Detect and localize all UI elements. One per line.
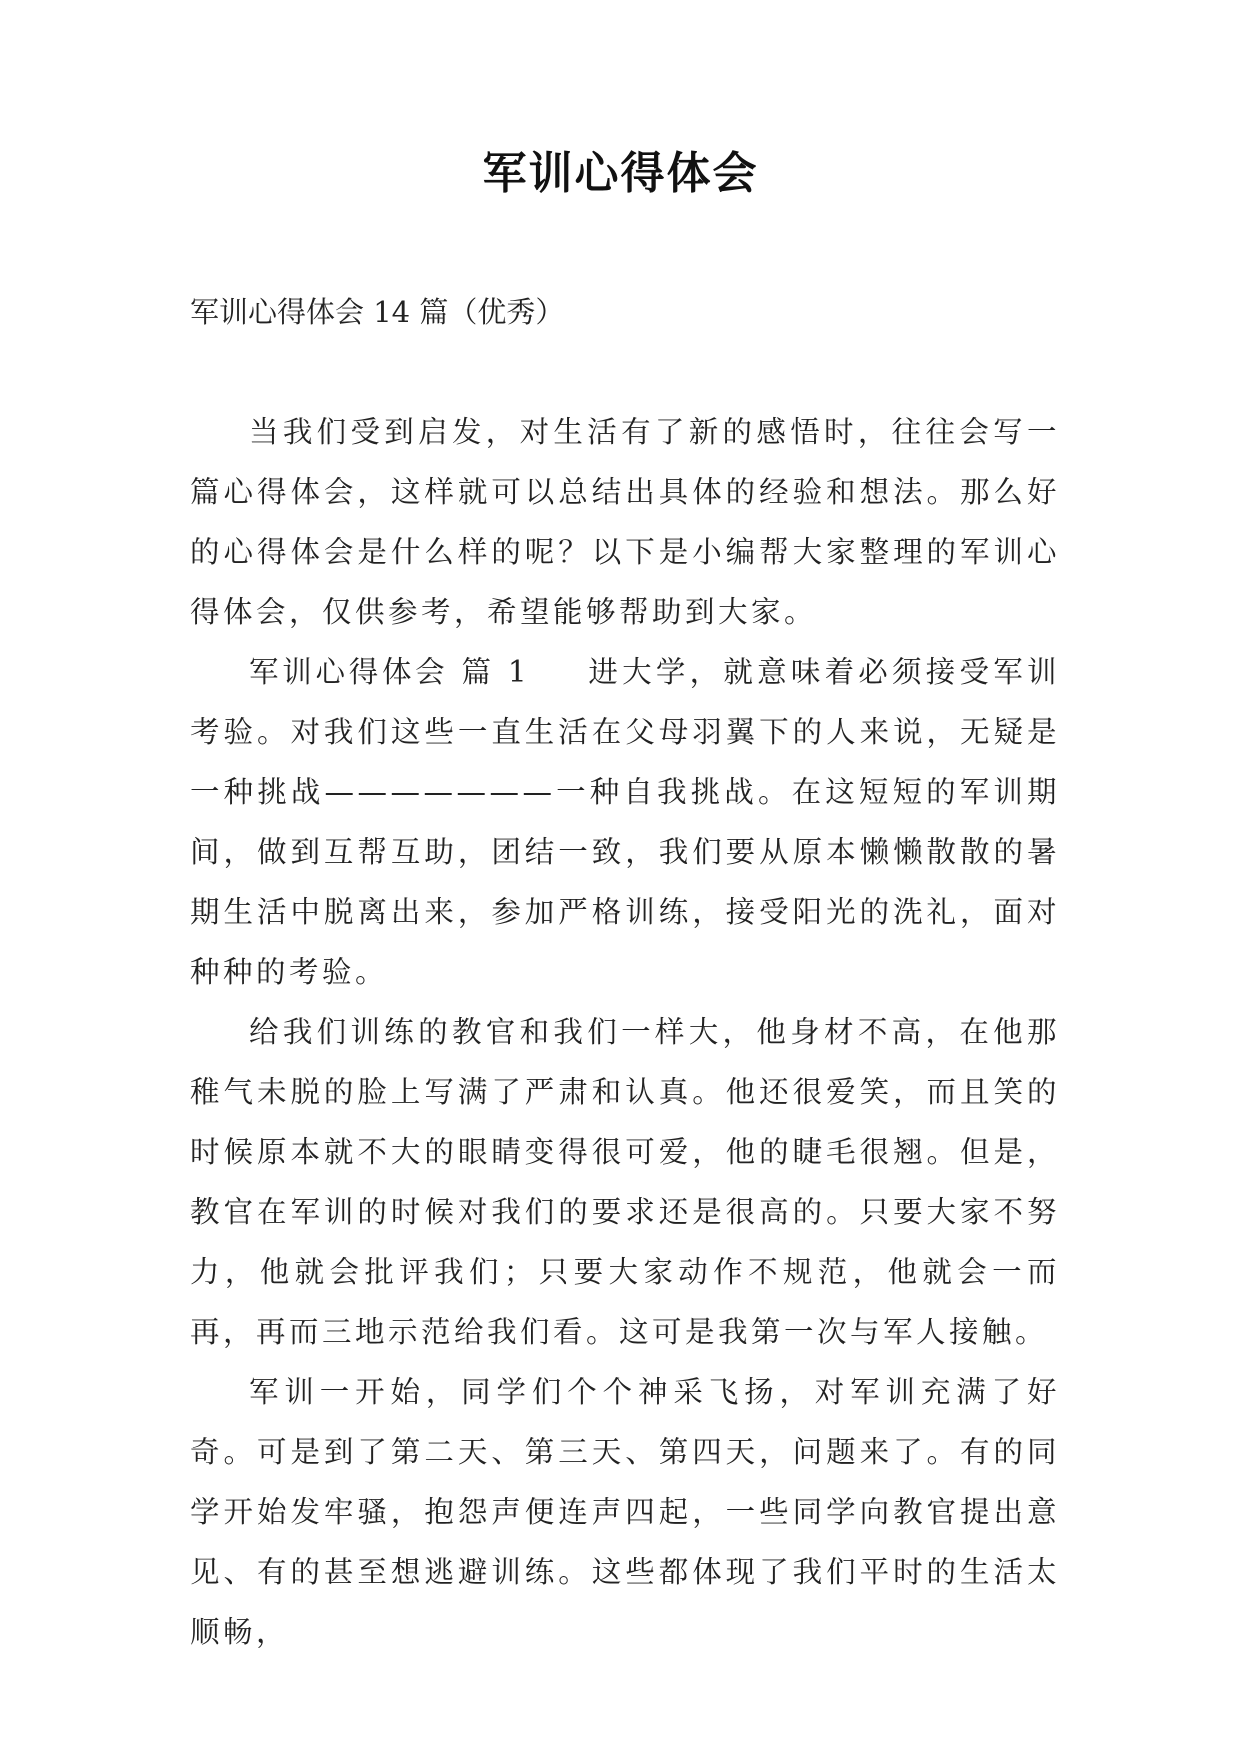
- paragraph-1: [190, 642, 1060, 1002]
- paragraph-2: 给我们训练的教官和我们一样大，他身材不高，在他那稚气未脱的脸上写满了严肃和认真。他还很爱笑，而且笑的时候原本就不大的眼睛变得很可爱，他的睫毛很翘。但是，教官在军训的时候对我们的要求还是很高的。只要大家不努力，他就会批评我们；只要大家动作不规范，他就会一而再，再而三地示范给我们看。这可是我第一次与军人接触。: [190, 1015, 1060, 1349]
- paragraph-3: 军训一开始，同学们个个神采飞扬，对军训充满了好奇。可是到了第二天、第三天、第四天，问题来了。有的同学开始发牢骚，抱怨声便连声四起，一些同学向教官提出意见、有的甚至想逃避训练。这些都体现了我们平时的生活太顺畅，: [190, 1375, 1060, 1649]
- document-body: [190, 402, 1060, 1662]
- paragraph-intro: 当我们受到启发，对生活有了新的感悟时，往往会写一篇心得体会，这样就可以总结出具体的经验和想法。那么好的心得体会是什么样的呢？以下是小编帮大家整理的军训心得体会，仅供参考，希望能够帮助到大家。: [190, 415, 1060, 629]
- paragraph-1-body: 进大学，就意味着必须接受军训考验。对我们这些一直生活在父母羽翼下的人来说，无疑是一种挑战———————一种自我挑战。在这短短的军训期间，做到互帮互助，团结一致，我们要从原本懒懒散散的暑期生活中脱离出来，参加严格训练，接受阳光的洗礼，面对种种的考验。: [190, 655, 1060, 989]
- document-subtitle: 军训心得体会 14 篇（优秀）: [190, 295, 565, 329]
- section-heading: 军训心得体会 篇 1: [249, 655, 530, 689]
- document-title: 军训心得体会: [482, 148, 759, 199]
